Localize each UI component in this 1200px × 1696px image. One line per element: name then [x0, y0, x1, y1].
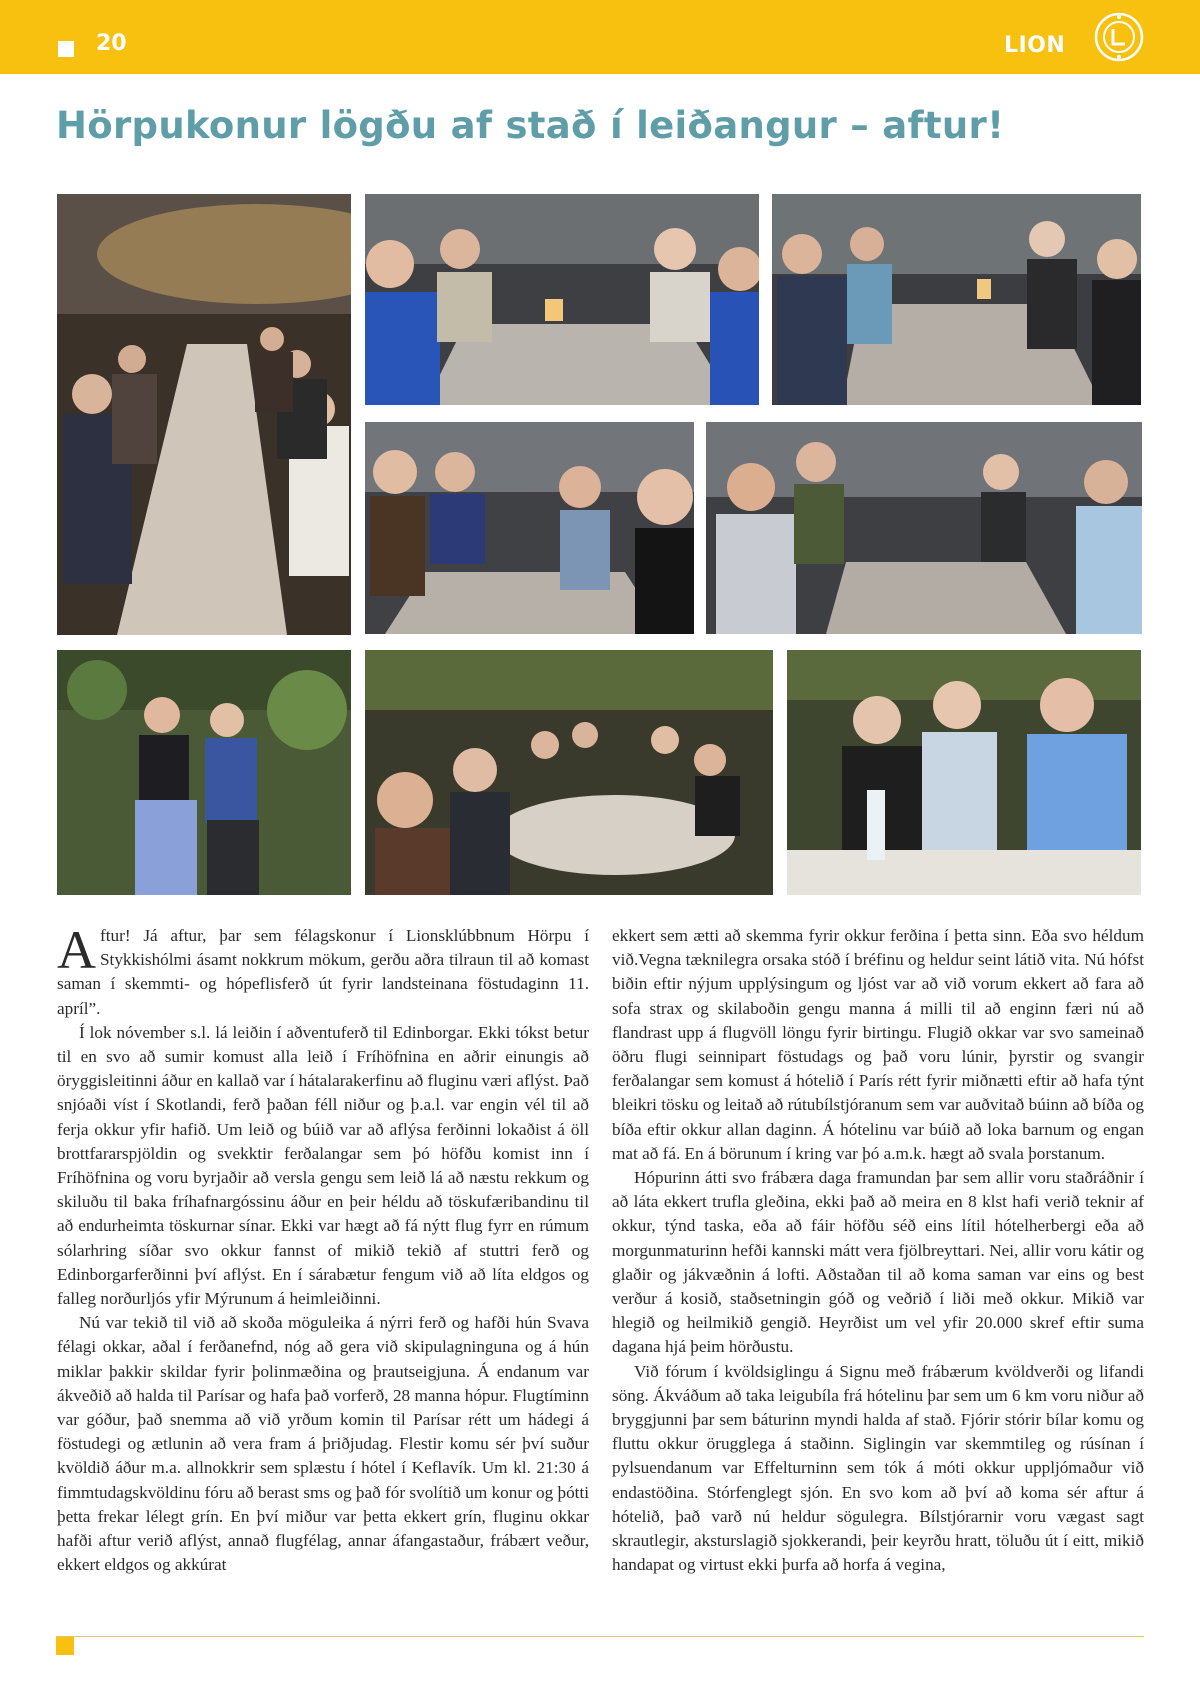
article-paragraph: Nú var tekið til við að skoða möguleika á nýrri ferð og hafði hún Svava félagi okkar, aðal í ferðanefnd, nóg að gera við skipulagninguna og á hún miklar þakkir skildar fyrir þolinmæðina og þrautseigjuna. Á endanum var ákveðið að halda til Parísar og hafa það vorferð, 28 manna hópur. Flugtíminn var góður, það snemma að við yrðum komin til Parísar rétt um hádegi á föstudegi og ætlunin að vera fram á þriðjudag. Flestir komu sér því suður kvöldið áður m.a. allnokkrir sem splæstu í hótel í Keflavík. Um kl. 21:30 á fimmtudagskvöldinu fóru að berast sms og það fór svolítið um konur og þótti þetta frekar lélegt grín. En því miður var þetta ekkert grín, fluginu okkar hafði aftur verið aflýst, annað flugfélag, annar áfangastaður, frábært veður, ekkert eldgos og akkúrat [57, 1313, 589, 1575]
couple-seated-garden-photo [57, 650, 351, 895]
article-paragraph [57, 920, 589, 1021]
group-dinner-long-table-photo [57, 194, 351, 635]
article-column-right [612, 924, 1144, 1577]
drop-cap: A [57, 920, 96, 980]
article-paragraph: Við fórum í kvöldsiglingu á Signu með frábærum kvöldverði og lifandi söng. Ákváðum að taka leigubíla frá hótelinu þar sem um 6 km voru niður að bryggjunni þar sem báturinn myndi halda af stað. Fjórir stórir bílar komu og fluttu okkur örugglega á staðinn. Siglingin var skemmtileg og rúsínan í pylsuendanum var Effelturninn sem tók á móti okkur uppljómaður við endastöðina. Stórfenglegt sjón. En svo kom að því að koma sér aftur á hótelið, það varð nú heldur sögulegra. Bílstjórarnir voru vægast sagt skrautlegir, aksturslagið sjokkerandi, þeir keyrðu hratt, töluðu út í eitt, mikið handapat og virtust ekki þurfa að horfa á vegina, [612, 1361, 1144, 1575]
article-paragraph: ekkert sem ætti að skemma fyrir okkur ferðina í þetta sinn. Eða svo héldum við.Vegna tæknilegra orsaka stóð í bréfinu og heldur seint látið vita. Nú hófst biðin eftir nýjum upplýsingum og ljóst var að við vorum ekkert að fara að sofa strax og skilaboðin gengu manna á milli til að enginn færi nú að flandrast upp á flugvöll löngu fyrir birtingu. Flugið okkar var svo sameinað öðru flugi seinnipart föstudags og það voru lúnir, þyrstir og svangir ferðalangar sem komust á hótelið í París rétt fyrir miðnætti eftir að hafa týnt bleikri tösku og leitað að rútubílstjóranum sem var auðvitað búinn að bíða og bíða eftir okkur allan daginn. Á hótelinu var búið að loka barnum og engan mat að fá. En á börunum í kring var þó a.m.k. hægt að svala þorstanum. [612, 926, 1144, 1163]
group-dinner-round-table-photo [365, 650, 773, 895]
dinner-toast-four-people-photo [365, 194, 759, 405]
magazine-brand: LION [1004, 33, 1066, 58]
page-marker-square [58, 41, 74, 57]
dinner-four-people-glasses-photo [772, 194, 1141, 405]
header-bar [0, 0, 1200, 74]
paragraph-text: ftur! Já aftur, þar sem félagskonur í Lionsklúbbnum Hörpu í Stykkishólmi ásamt nokkrum mökum, gerðu aðra tilraun til að komast saman í skemmti- og hópeflisferð út fyrir landsteinana föstudaginn 11. apríl”. [57, 926, 589, 1018]
lions-club-emblem-icon [1094, 12, 1144, 62]
dinner-toast-five-people-photo [706, 422, 1142, 634]
footer-marker-square [56, 1637, 74, 1655]
article-paragraph: Í lok nóvember s.l. lá leiðin í aðventuferð til Edinborgar. Ekki tókst betur til en svo að sumir komust alla leið í Fríhöfnina en aðrir einungis að öryggisleitinni áður en kallað var í hátalarakerfinu að fluginu væri aflýst. Það snjóaði víst í Skotlandi, ferð þaðan féll niður og þ.a.l. var engin vél til að ferja okkur yfir hafið. Um leið og búið var að aflýsa ferðinni lokaðist á öll brottfararspjöldin og svekktir ferðalangar sem þó höfðu komist inn í Fríhöfnina og voru byrjaðir að versla gengu sem leið lá að næstu rekkum og skiluðu til baka fríhafnargóssinu áður en þeir héldu að töskufæribandinu til að endurheimta töskurnar sínar. Ekki var hægt að fá nýtt flug fyrr en rúmum sólarhring síðar svo okkur fannst of mikið tekið af stuttri ferð og Edinborgarferðinni því aflýst. En í sárabætur fengum við að líta eldgos og falleg norðurljós yfir Mýrunum á heimleiðinni. [57, 1022, 589, 1309]
article-column-left [57, 920, 589, 1577]
footer-rule [56, 1636, 1144, 1637]
page-number: 20 [96, 31, 127, 56]
three-women-dinner-photo [787, 650, 1141, 895]
article-paragraph: Hópurinn átti svo frábæra daga framundan þar sem allir voru staðráðnir í að láta ekkert trufla gleðina, ekki það að meira en 8 klst hafi verið teknir af okkur, týnd taska, eða að fáir höfðu séð eins lítil hótelherbergi eða að morgunmaturinn hefði kannski mátt vera fjölbreyttari. Nei, allir voru kátir og glaðir og jákvæðnin á lofti. Aðstaðan til að koma saman var eins og best verður á kosið, staðsetningin góð og veðrið í liði með okkur. Mikið var hlegið og heilmikið gengið. Heyrðist um vel yfir 20.000 skref eftir suma dagana hjá þeim hörðustu. [612, 1168, 1144, 1357]
selfie-four-people-dinner-photo [365, 422, 694, 634]
article-title: Hörpukonur lögðu af stað í leiðangur – aftur! [56, 104, 1005, 147]
